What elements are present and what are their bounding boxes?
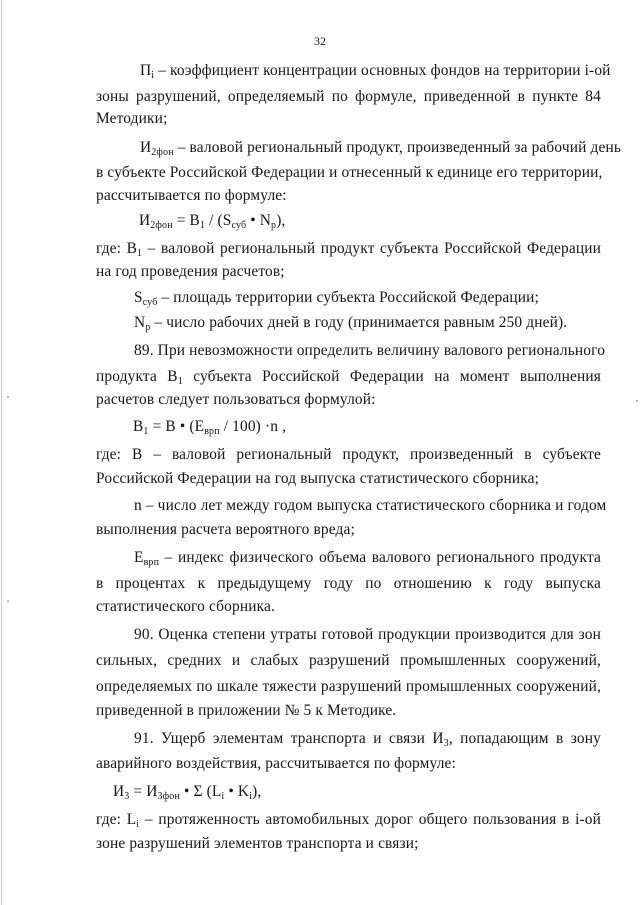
text-line: на год проведения расчетов;: [96, 263, 285, 280]
text-line: сильных, средних и слабых разрушений промышленных сооружений,: [96, 652, 601, 669]
text-line: аварийного воздействия, рассчитывается по формуле:: [96, 755, 456, 772]
text-line: определяемых по шкале тяжести разрушений промышленных сооружений,: [96, 678, 601, 695]
text-line: Российской Федерации на год выпуска статистического сборника;: [96, 470, 540, 487]
text-line: где: $В_1$ – валовой региональный продукт субъекта Российской Федерации: [96, 240, 601, 259]
text-line: $N_р$ – число рабочих дней в году (принимается равным 250 дней).: [134, 314, 568, 333]
scan-speck: [7, 396, 9, 398]
text-line: где: $L_i$ – протяженность автомобильных дорог общего пользования в i-ой: [96, 811, 601, 830]
text-line: $Е_{врп}$ – индекс физического объема валового регионального продукта: [134, 549, 601, 568]
text-line: выполнения расчета вероятного вреда;: [96, 521, 355, 538]
formula-line: $И_3 = И_{3фон}$ • Σ ($L_i$ • $K_i$),: [113, 783, 262, 802]
formula-line: $В_1 = В$ • $(Е_{врп} / 100) \cdot n$ ,: [133, 418, 287, 437]
text-line: n – число лет между годом выпуска статистического сборника и годом: [134, 497, 607, 514]
text-line: зоне разрушений элементов транспорта и связи;: [96, 835, 419, 852]
text-line: продукта $В_1$ субъекта Российской Федерации на момент выполнения: [96, 368, 601, 387]
text-line: в субъекте Российской Федерации и отнесенный к единице его территории,: [96, 164, 603, 181]
text-line: где: В – валовой региональный продукт, произведенный в субъекте: [96, 446, 601, 463]
text-line: зоны разрушений, определяемый по формуле, приведенной в пункте 84: [96, 88, 601, 105]
text-line: $S_{суб}$ – площадь территории субъекта Российской Федерации;: [134, 289, 539, 308]
text-line: $П_i$ – коэффициент концентрации основных фондов на территории i-ой: [140, 62, 611, 81]
text-line: статистического сборника.: [96, 598, 275, 615]
page-number: 32: [314, 34, 326, 48]
text-line: Методики;: [96, 110, 168, 127]
text-line: 90. Оценка степени утраты готовой продукции производится для зон: [134, 626, 601, 643]
text-line: 89. При невозможности определить величину валового регионального: [134, 342, 606, 359]
text-line: $И_{2фон}$ – валовой региональный продукт, произведенный за рабочий день: [140, 139, 622, 158]
scan-speck: [636, 400, 638, 402]
text-line: рассчитывается по формуле:: [96, 187, 287, 204]
scan-speck: [7, 600, 9, 602]
formula-line: $И_{2фон} = В_1 / (S_{суб}$ • $N_р$),: [139, 212, 286, 231]
scan-edge: [1, 0, 2, 905]
text-line: в процентах к предыдущему году по отношению к году выпуска: [96, 575, 601, 592]
text-line: 91. Ущерб элементам транспорта и связи $И_3$, попадающим в зону: [134, 730, 601, 749]
text-line: расчетов следует пользоваться формулой:: [96, 391, 376, 408]
text-line: приведенной в приложении № 5 к Методике.: [96, 702, 397, 719]
